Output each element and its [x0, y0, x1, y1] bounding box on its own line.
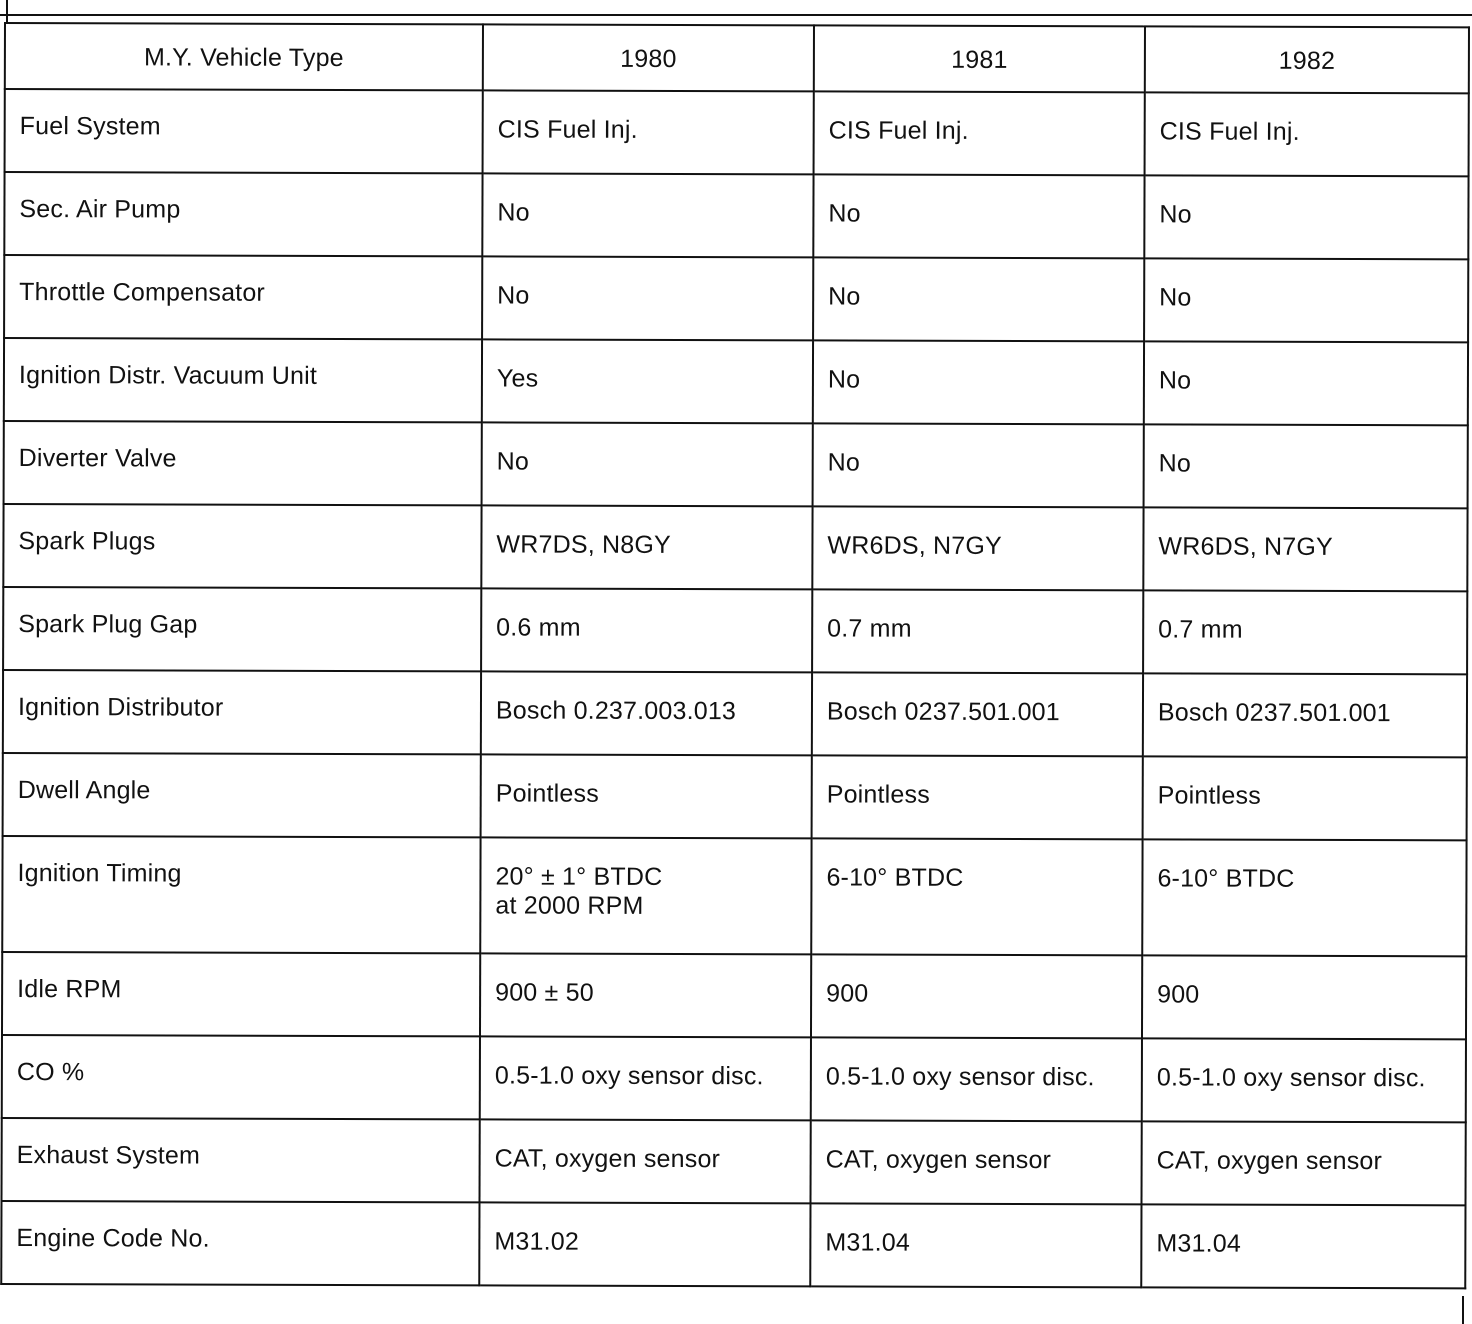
- cell-1980: Bosch 0.237.003.013: [481, 671, 812, 755]
- cell-1980: 900 ± 50: [480, 953, 811, 1037]
- table-row: [4, 421, 1468, 508]
- table-row: [2, 1035, 1466, 1122]
- table-row: [3, 504, 1467, 591]
- cell-1982: No: [1144, 258, 1468, 342]
- row-label-dwell-angle: Dwell Angle: [3, 753, 481, 837]
- header-row: [5, 23, 1469, 93]
- cell-1981: 900: [811, 954, 1142, 1038]
- table-row: [2, 836, 1466, 956]
- header-year-1981: 1981: [814, 25, 1145, 92]
- cell-1981: 6-10° BTDC: [811, 838, 1142, 955]
- cell-1980: No: [482, 422, 813, 506]
- cell-1981: Pointless: [812, 755, 1143, 839]
- cell-1982: WR6DS, N7GY: [1143, 507, 1467, 591]
- table-row: [2, 952, 1466, 1039]
- row-label-idle-rpm: Idle RPM: [2, 952, 480, 1036]
- cell-1980: WR7DS, N8GY: [481, 505, 812, 589]
- table-row: [2, 1118, 1466, 1205]
- cell-1981: No: [813, 423, 1144, 507]
- row-label-ignition-distr-vacuum-unit: Ignition Distr. Vacuum Unit: [4, 338, 482, 422]
- cell-1981: CIS Fuel Inj.: [814, 91, 1145, 175]
- cell-1982: M31.04: [1141, 1204, 1465, 1288]
- cell-1980: CIS Fuel Inj.: [483, 90, 814, 174]
- cell-1981: No: [813, 340, 1144, 424]
- table-row: [3, 670, 1467, 757]
- row-label-exhaust-system: Exhaust System: [2, 1118, 480, 1202]
- cell-1980: No: [482, 173, 813, 257]
- cell-1982: No: [1144, 341, 1468, 425]
- left-edge-rule: [6, 0, 8, 24]
- cell-1981: 0.5-1.0 oxy sensor disc.: [811, 1037, 1142, 1121]
- cell-1980: [480, 837, 811, 954]
- cell-1981: No: [813, 257, 1144, 341]
- cell-1980: No: [482, 256, 813, 340]
- cell-1982: Pointless: [1143, 756, 1467, 840]
- table-row: [3, 587, 1467, 674]
- row-label-spark-plugs: Spark Plugs: [3, 504, 481, 588]
- cell-1981: 0.7 mm: [812, 589, 1143, 673]
- right-edge-rule: [1462, 1296, 1464, 1324]
- row-label-ignition-timing: Ignition Timing: [2, 836, 480, 953]
- cell-1982: No: [1144, 424, 1468, 508]
- table-row: [4, 338, 1468, 425]
- cell-1980: CAT, oxygen sensor: [479, 1119, 810, 1203]
- header-year-1980: 1980: [483, 24, 814, 91]
- cell-1980: Yes: [482, 339, 813, 423]
- row-label-spark-plug-gap: Spark Plug Gap: [3, 587, 481, 671]
- row-label-co-percent: CO %: [2, 1035, 480, 1119]
- row-label-throttle-compensator: Throttle Compensator: [4, 255, 482, 339]
- top-rule: [0, 14, 1472, 16]
- cell-1981: Bosch 0237.501.001: [812, 672, 1143, 756]
- cell-1980: 0.5-1.0 oxy sensor disc.: [480, 1036, 811, 1120]
- row-label-fuel-system: Fuel System: [5, 89, 483, 173]
- cell-1982: CIS Fuel Inj.: [1145, 92, 1469, 176]
- cell-1982: 6-10° BTDC: [1142, 839, 1466, 956]
- cell-1982: 0.7 mm: [1143, 590, 1467, 674]
- cell-1980: Pointless: [481, 754, 812, 838]
- cell-1982: 900: [1142, 955, 1466, 1039]
- cell-1981: CAT, oxygen sensor: [810, 1120, 1141, 1204]
- table-row: [3, 753, 1467, 840]
- cell-1980: 0.6 mm: [481, 588, 812, 672]
- row-label-diverter-valve: Diverter Valve: [4, 421, 482, 505]
- header-year-1982: 1982: [1145, 26, 1469, 93]
- table-row: [4, 172, 1468, 259]
- cell-1981: M31.04: [810, 1203, 1141, 1287]
- cell-1982: 0.5-1.0 oxy sensor disc.: [1142, 1038, 1466, 1122]
- cell-1982: CAT, oxygen sensor: [1141, 1121, 1465, 1205]
- header-vehicle-type: M.Y. Vehicle Type: [5, 23, 483, 90]
- cell-1982: Bosch 0237.501.001: [1143, 673, 1467, 757]
- cell-1980-line-2: at 2000 RPM: [495, 891, 644, 920]
- cell-1982: No: [1144, 175, 1468, 259]
- spec-table: [0, 22, 1470, 1289]
- row-label-engine-code-no: Engine Code No.: [1, 1201, 479, 1285]
- table-row: [4, 255, 1468, 342]
- cell-1981: No: [813, 174, 1144, 258]
- table-row: [5, 89, 1469, 176]
- row-label-sec-air-pump: Sec. Air Pump: [4, 172, 482, 256]
- cell-1981: WR6DS, N7GY: [812, 506, 1143, 590]
- cell-1980-line-1: 20° ± 1° BTDC: [495, 862, 663, 891]
- table-row: [1, 1201, 1465, 1288]
- row-label-ignition-distributor: Ignition Distributor: [3, 670, 481, 754]
- cell-1980: M31.02: [479, 1202, 810, 1286]
